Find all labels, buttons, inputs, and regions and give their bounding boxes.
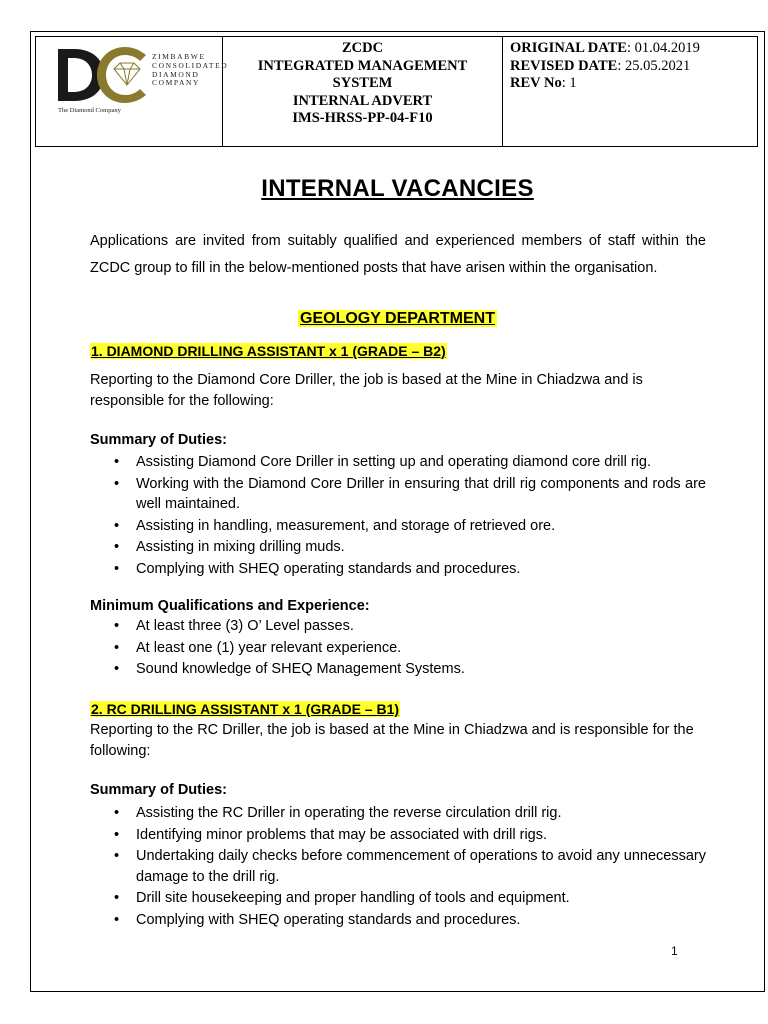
position-1-quals-heading: Minimum Qualifications and Experience: xyxy=(90,598,370,614)
position-2-duties-list xyxy=(90,803,706,931)
list-item: • Undertaking daily checks before commencement of operations to avoid any unnecessary damage to the drill rig. xyxy=(90,846,706,887)
dc-logo-icon xyxy=(54,45,150,105)
original-date-value: : 01.04.2019 xyxy=(626,40,700,56)
position-1-reporting: Reporting to the Diamond Core Driller, the job is based at the Mine in Chiadzwa and is responsible for the following: xyxy=(90,372,643,409)
document-page xyxy=(30,31,765,992)
list-item: • Complying with SHEQ operating standards and procedures. xyxy=(90,559,706,580)
revised-date-label: REVISED DATE xyxy=(510,57,618,74)
page-title-text: INTERNAL VACANCIES xyxy=(261,175,534,202)
company-line-4: COMPANY xyxy=(152,78,201,88)
company-name-lines xyxy=(152,53,228,88)
rev-value: : 1 xyxy=(561,75,577,91)
position-1-title: 1. DIAMOND DRILLING ASSISTANT x 1 (GRADE – B2) xyxy=(91,343,446,359)
position-2-title: 2. RC DRILLING ASSISTANT x 1 (GRADE – B1) xyxy=(91,701,400,717)
system-line-2: SYSTEM xyxy=(332,75,393,91)
logo-tagline: The Diamond Company xyxy=(58,107,121,114)
original-date xyxy=(510,40,757,58)
position-2-duties-heading: Summary of Duties: xyxy=(90,782,227,798)
company-logo xyxy=(36,37,229,146)
original-date-label: ORIGINAL DATE xyxy=(510,40,627,56)
revised-date xyxy=(510,58,757,76)
list-item: • Assisting the RC Driller in operating the reverse circulation drill rig. xyxy=(90,803,706,824)
department-heading-text: GEOLOGY DEPARTMENT xyxy=(300,310,495,327)
revision-number xyxy=(510,75,757,93)
department-heading xyxy=(31,310,764,328)
org-name: ZCDC xyxy=(341,40,384,56)
list-item: • At least three (3) O’ Level passes. xyxy=(90,616,706,637)
page-title xyxy=(31,175,764,203)
company-line-2: CONSOLIDATED xyxy=(152,60,229,70)
company-line-1: ZIMBABWE xyxy=(152,52,206,61)
rev-label: REV No xyxy=(510,75,562,91)
logo-cell xyxy=(36,37,229,147)
doc-type: INTERNAL ADVERT xyxy=(292,92,433,109)
list-item: • Working with the Diamond Core Driller in ensuring that drill rig components and rods are well maintained. xyxy=(90,474,706,515)
list-item: • Complying with SHEQ operating standards and procedures. xyxy=(90,910,706,931)
position-1-duties-list xyxy=(90,452,706,580)
list-item: • Drill site housekeeping and proper handling of tools and equipment. xyxy=(90,888,706,909)
position-1-quals-list xyxy=(90,616,706,681)
page-number: 1 xyxy=(671,944,678,958)
revised-date-value: : 25.05.2021 xyxy=(617,57,691,74)
company-line-3: DIAMOND xyxy=(152,69,200,79)
system-line-1: INTEGRATED MANAGEMENT xyxy=(257,57,468,74)
list-item: • Assisting in handling, measurement, and storage of retrieved ore. xyxy=(90,516,706,537)
list-item: • Identifying minor problems that may be associated with drill rigs. xyxy=(90,825,706,846)
list-item: • Assisting Diamond Core Driller in setting up and operating diamond core drill rig. xyxy=(90,452,706,473)
list-item: • Sound knowledge of SHEQ Management Systems. xyxy=(90,659,706,680)
position-2-reporting: Reporting to the RC Driller, the job is based at the Mine in Chiadzwa and is responsible for the following: xyxy=(90,722,694,759)
list-item: • At least one (1) year relevant experience. xyxy=(90,638,706,659)
position-1-duties-heading: Summary of Duties: xyxy=(90,432,227,448)
list-item: • Assisting in mixing drilling muds. xyxy=(90,537,706,558)
document-info-cell xyxy=(223,37,503,147)
intro-paragraph: Applications are invited from suitably qualified and experienced members of staff within the ZCDC group to fill in the below-mentioned posts that have arisen within the organisation. xyxy=(90,233,706,276)
document-header-table xyxy=(35,36,758,147)
revision-info-cell xyxy=(503,37,758,147)
doc-code: IMS-HRSS-PP-04-F10 xyxy=(292,110,433,126)
